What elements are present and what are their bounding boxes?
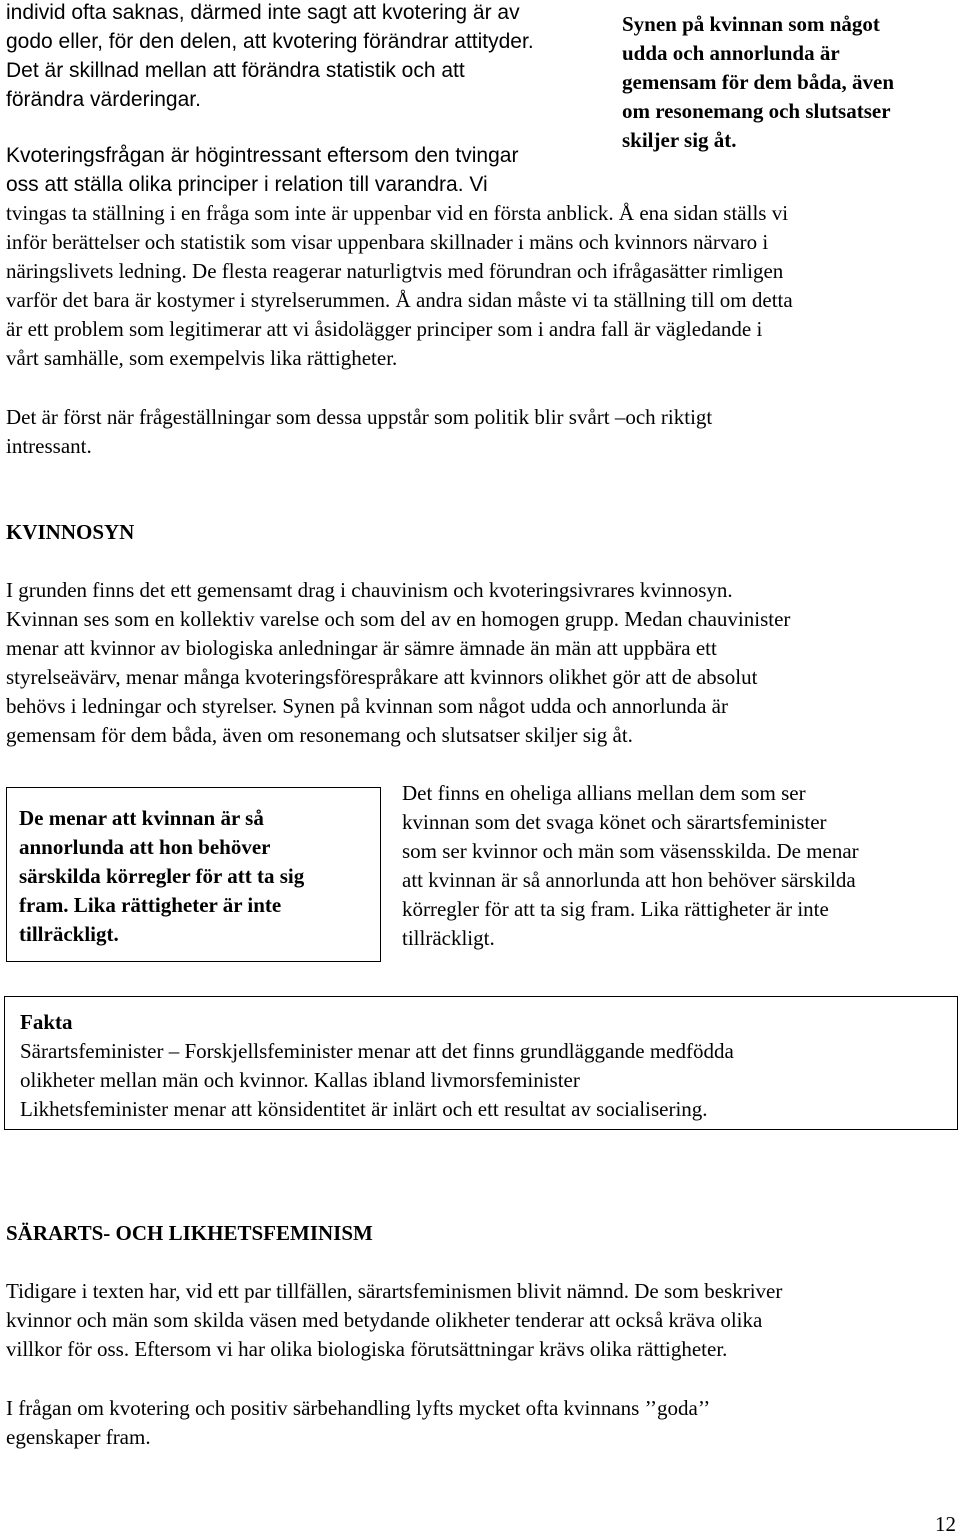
- text-line: Särartsfeminister – Forskjellsfeminister menar att det finns grundläggande medfödda: [20, 1039, 734, 1063]
- text-line: individ ofta saknas, därmed inte sagt att kvotering är av: [6, 1, 520, 24]
- text-line: kvinnan som det svaga könet och särartsfeminister: [402, 810, 827, 834]
- pullquote-line: fram. Lika rättigheter är inte: [19, 893, 282, 917]
- text-line: menar att kvinnor av biologiska anledningar är sämre ämnade än män att uppbära ett: [6, 636, 717, 660]
- pullquote-line: skiljer sig åt.: [622, 128, 737, 152]
- text-line: inför berättelser och statistik som visar uppenbara skillnader i mäns och kvinnors närvaro i: [6, 230, 769, 254]
- text-line: näringslivets ledning. De flesta reagerar naturligtvis med förundran och ifrågasätter rimligen: [6, 259, 784, 283]
- text-line: förändra värderingar.: [6, 88, 201, 111]
- text-line: behövs i ledningar och styrelser. Synen på kvinnan som något udda och annorlunda är: [6, 694, 728, 718]
- pullquote-line: om resonemang och slutsatser: [622, 99, 891, 123]
- section-heading-sarart: SÄRARTS- OCH LIKHETSFEMINISM: [6, 1221, 373, 1245]
- text-line: Det finns en oheliga allians mellan dem som ser: [402, 781, 806, 805]
- intro-paragraph-2: [6, 141, 606, 199]
- fakta-content: [20, 1008, 950, 1124]
- pullquote-line: udda och annorlunda är: [622, 41, 840, 65]
- text-line: kvinnor och män som skilda väsen med betydande olikheter tenderar att också kräva olika: [6, 1308, 763, 1332]
- sarart-paragraph-1: [6, 1277, 956, 1364]
- text-line: Tidigare i texten har, vid ett par tillfällen, särartsfeminismen blivit nämnd. De som beskriver: [6, 1279, 783, 1303]
- right-column-paragraph: [402, 779, 958, 953]
- pullquote-box-text: [19, 804, 379, 949]
- text-line: I grunden finns det ett gemensamt drag i chauvinism och kvoteringsivrares kvinnosyn.: [6, 578, 733, 602]
- text-line: Det är skillnad mellan att förändra statistik och att: [6, 59, 465, 82]
- text-line: Det är först när frågeställningar som dessa uppstår som politik blir svårt –och riktigt: [6, 405, 713, 429]
- text-line: villkor för oss. Eftersom vi har olika biologiska förutsättningar krävs olika rättigheter.: [6, 1337, 728, 1361]
- intro-paragraph-4: [6, 403, 956, 461]
- intro-paragraph-1: [6, 0, 606, 114]
- pullquote-line: De menar att kvinnan är så: [19, 806, 264, 830]
- text-line: styrelseävärv, menar många kvoteringsförespråkare att kvinnors olikhet gör att de absolut: [6, 665, 758, 689]
- text-line: egenskaper fram.: [6, 1425, 151, 1449]
- text-line: vårt samhälle, som exempelvis lika rättigheter.: [6, 346, 398, 370]
- text-line: I frågan om kvotering och positiv särbehandling lyfts mycket ofta kvinnans ’’goda’’: [6, 1396, 711, 1420]
- text-line: varför det bara är kostymer i styrelserummen. Å andra sidan måste vi ta ställning till om detta: [6, 288, 793, 312]
- text-line: körregler för att ta sig fram. Lika rättigheter är inte: [402, 897, 829, 921]
- pullquote-line: gemensam för dem båda, även: [622, 70, 895, 94]
- text-line: Likhetsfeminister menar att könsidentitet är inlärt och ett resultat av socialisering.: [20, 1097, 708, 1121]
- text-line: oss att ställa olika principer i relation till varandra. Vi: [6, 173, 488, 196]
- pullquote-line: tillräckligt.: [19, 922, 119, 946]
- text-line: tillräckligt.: [402, 926, 495, 950]
- page-number: 12: [935, 1512, 956, 1536]
- section-heading-kvinnosyn: KVINNOSYN: [6, 520, 135, 544]
- text-line: Kvoteringsfrågan är högintressant eftersom den tvingar: [6, 144, 519, 167]
- text-line: tvingas ta ställning i en fråga som inte är uppenbar vid en första anblick. Å ena sidan ställs vi: [6, 201, 789, 225]
- intro-paragraph-3: [6, 199, 956, 373]
- kvinnosyn-paragraph: [6, 576, 956, 750]
- sarart-paragraph-2: [6, 1394, 956, 1452]
- pullquote-line: annorlunda att hon behöver: [19, 835, 271, 859]
- text-line: gemensam för dem båda, även om resonemang och slutsatser skiljer sig åt.: [6, 723, 633, 747]
- text-line: att kvinnan är så annorlunda att hon behöver särskilda: [402, 868, 856, 892]
- pullquote-line: Synen på kvinnan som något: [622, 12, 880, 36]
- fakta-title: Fakta: [20, 1010, 73, 1034]
- pullquote-line: särskilda körregler för att ta sig: [19, 864, 305, 888]
- pullquote-top: [622, 10, 957, 155]
- text-line: olikheter mellan män och kvinnor. Kallas ibland livmorsfeminister: [20, 1068, 580, 1092]
- text-line: är ett problem som legitimerar att vi åsidolägger principer som i andra fall är vägledande i: [6, 317, 763, 341]
- text-line: intressant.: [6, 434, 92, 458]
- text-line: som ser kvinnor och män som väsensskilda. De menar: [402, 839, 859, 863]
- text-line: Kvinnan ses som en kollektiv varelse och som del av en homogen grupp. Medan chauvinister: [6, 607, 791, 631]
- text-line: godo eller, för den delen, att kvotering förändrar attityder.: [6, 30, 534, 53]
